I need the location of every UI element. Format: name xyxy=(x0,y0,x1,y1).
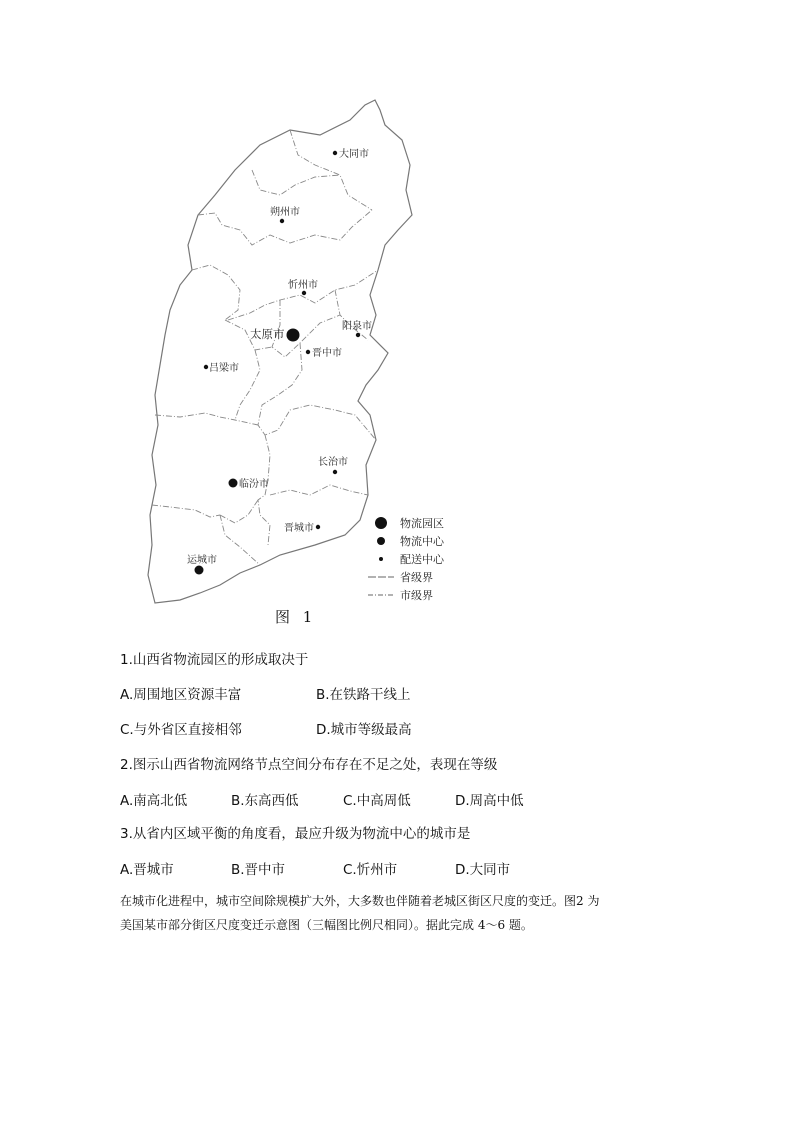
question-1-option-c: C.与外省区直接相邻 xyxy=(120,722,242,738)
shanxi-map xyxy=(140,95,480,625)
map-legend xyxy=(368,516,445,602)
marker-linfen xyxy=(229,479,238,488)
question-3-option-c: C.忻州市 xyxy=(343,862,398,878)
question-1-option-d: D.城市等级最高 xyxy=(316,722,412,738)
label-xinzhou: 忻州市 xyxy=(288,280,318,291)
marker-yuncheng xyxy=(195,566,204,575)
marker-datong xyxy=(333,151,337,155)
label-shuozhou: 朔州市 xyxy=(270,207,300,218)
marker-taiyuan xyxy=(287,329,300,342)
label-jinzhong: 晋中市 xyxy=(312,348,342,359)
legend-park-symbol xyxy=(375,517,387,529)
legend-center-symbol xyxy=(377,537,385,545)
question-1-option-b: B.在铁路干线上 xyxy=(316,687,411,703)
question-1-stem: 1.山西省物流园区的形成取决于 xyxy=(120,652,309,668)
figure-caption: 图 1 xyxy=(275,608,317,626)
label-yuncheng: 运城市 xyxy=(187,555,217,566)
city-borders xyxy=(152,130,378,565)
question-3-option-d: D.大同市 xyxy=(455,862,511,878)
label-datong: 大同市 xyxy=(339,149,369,160)
marker-jinzhong xyxy=(306,350,310,354)
legend-city-border: 市级界 xyxy=(400,589,433,602)
question-1-option-a: A.周围地区资源丰富 xyxy=(120,687,242,703)
legend-park: 物流园区 xyxy=(400,517,444,530)
marker-yangquan xyxy=(356,333,360,337)
question-2-option-c: C.中高周低 xyxy=(343,793,411,809)
label-lvliang: 吕梁市 xyxy=(209,363,239,374)
question-3-stem: 3.从省内区域平衡的角度看，最应升级为物流中心的城市是 xyxy=(120,826,471,842)
marker-jincheng xyxy=(316,525,320,529)
label-jincheng: 晋城市 xyxy=(284,523,314,534)
passage-line-1: 在城市化进程中，城市空间除规模扩大外，大多数也伴随着老城区街区尺度的变迁。图2 为 xyxy=(120,894,600,908)
passage xyxy=(120,889,700,937)
legend-center: 物流中心 xyxy=(400,535,444,548)
question-2-option-b: B.东高西低 xyxy=(231,793,299,809)
shanxi-map-figure xyxy=(140,95,480,625)
question-3-option-a: A.晋城市 xyxy=(120,862,174,878)
passage-line-2: 美国某市部分街区尺度变迁示意图（三幅图比例尺相同）。据此完成 4～6 题。 xyxy=(120,918,533,932)
label-changzhi: 长治市 xyxy=(318,457,348,468)
marker-xinzhou xyxy=(302,291,306,295)
marker-shuozhou xyxy=(280,219,284,223)
question-2-stem: 2.图示山西省物流网络节点空间分布存在不足之处，表现在等级 xyxy=(120,757,498,773)
marker-lvliang xyxy=(204,365,208,369)
label-yangquan: 阳泉市 xyxy=(342,321,372,332)
marker-changzhi xyxy=(333,470,337,474)
province-border xyxy=(148,100,412,603)
question-2-option-d: D.周高中低 xyxy=(455,793,524,809)
legend-distribution: 配送中心 xyxy=(400,553,444,566)
legend-province-border: 省级界 xyxy=(400,571,433,584)
question-2-option-a: A.南高北低 xyxy=(120,793,188,809)
legend-distribution-symbol xyxy=(379,557,383,561)
question-3-option-b: B.晋中市 xyxy=(231,862,286,878)
label-linfen: 临汾市 xyxy=(239,479,269,490)
label-taiyuan: 太原市 xyxy=(250,327,285,341)
